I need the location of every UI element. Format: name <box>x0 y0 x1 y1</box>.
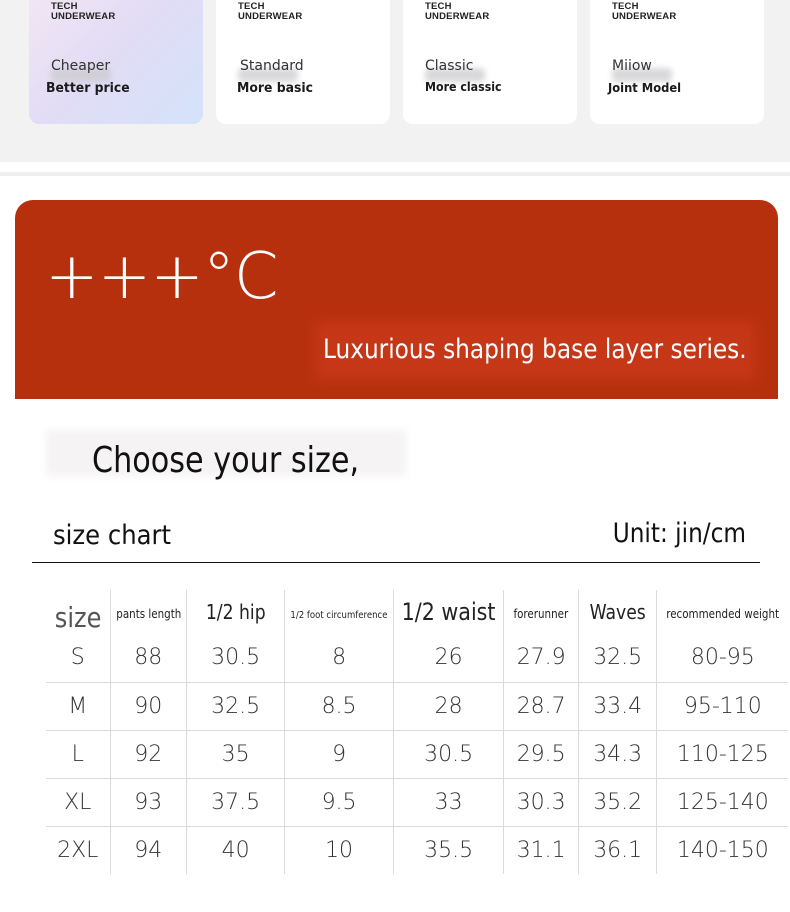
table-row <box>46 682 788 730</box>
table-row <box>46 730 788 778</box>
table-cell: 2XL <box>46 826 110 874</box>
table-cell: 8.5 <box>285 682 394 730</box>
table-cell: 30.3 <box>504 778 579 826</box>
card-name: Miiow <box>612 58 652 74</box>
table-row <box>46 778 788 826</box>
table-cell: 37.5 <box>187 778 285 826</box>
banner-tagline: Luxurious shaping base layer series. <box>323 334 747 365</box>
card-name: Standard <box>240 58 304 74</box>
table-cell: 35.2 <box>579 778 657 826</box>
table-cell: 93 <box>110 778 187 826</box>
table-cell: 10 <box>285 826 394 874</box>
table-cell: 30.5 <box>394 730 504 778</box>
table-cell: 88 <box>110 634 187 682</box>
card-subtitle: Better price <box>46 80 130 96</box>
table-cell: 95-110 <box>657 682 789 730</box>
table-cell: 8 <box>285 634 394 682</box>
table-cell: 26 <box>394 634 504 682</box>
column-header: size <box>46 590 110 634</box>
table-cell: M <box>46 682 110 730</box>
product-card-standard[interactable] <box>216 0 390 124</box>
column-header: 1/2 hip <box>187 590 285 634</box>
card-brand: TECH UNDERWEAR <box>51 1 116 22</box>
table-cell: 9 <box>285 730 394 778</box>
table-cell: 9.5 <box>285 778 394 826</box>
product-card-miiow[interactable] <box>590 0 764 124</box>
table-header-row <box>46 590 788 634</box>
column-header: pants length <box>110 590 187 634</box>
table-cell: 28 <box>394 682 504 730</box>
table-cell: 125-140 <box>657 778 789 826</box>
table-cell: 33.4 <box>579 682 657 730</box>
table-cell: 32.5 <box>579 634 657 682</box>
table-cell: 110-125 <box>657 730 789 778</box>
table-cell: 32.5 <box>187 682 285 730</box>
column-header: Waves <box>579 590 657 634</box>
brand-logo: +++°C <box>45 240 278 314</box>
table-cell: 27.9 <box>504 634 579 682</box>
product-card-classic[interactable] <box>403 0 577 124</box>
section-divider <box>0 172 790 176</box>
unit-label: Unit: jin/cm <box>612 518 746 549</box>
size-table <box>46 590 788 874</box>
table-cell: 36.1 <box>579 826 657 874</box>
table-cell: 35 <box>187 730 285 778</box>
table-cell: S <box>46 634 110 682</box>
table-cell: XL <box>46 778 110 826</box>
table-cell: 34.3 <box>579 730 657 778</box>
card-name: Cheaper <box>51 58 111 74</box>
table-cell: L <box>46 730 110 778</box>
column-header: recommended weight <box>666 606 780 621</box>
divider-line <box>32 562 760 563</box>
product-card-cheaper[interactable] <box>29 0 203 124</box>
table-cell: 31.1 <box>504 826 579 874</box>
column-header: forerunner <box>504 590 579 634</box>
table-cell: 40 <box>187 826 285 874</box>
page-heading: Choose your size, <box>92 440 360 481</box>
table-cell: 90 <box>110 682 187 730</box>
size-chart-label: size chart <box>53 520 172 551</box>
product-comparison-strip <box>0 0 790 162</box>
card-brand: TECH UNDERWEAR <box>238 1 303 22</box>
table-cell: 94 <box>110 826 187 874</box>
table-row <box>46 634 788 682</box>
card-subtitle: More basic <box>237 80 314 96</box>
table-cell: 92 <box>110 730 187 778</box>
table-cell: 28.7 <box>504 682 579 730</box>
card-subtitle: Joint Model <box>608 80 682 95</box>
table-cell: 29.5 <box>504 730 579 778</box>
column-header: 1/2 foot circumference <box>285 590 394 634</box>
card-subtitle: More classic <box>425 80 502 94</box>
table-cell: 80-95 <box>690 645 755 671</box>
table-cell: 35.5 <box>394 826 504 874</box>
table-cell: 33 <box>394 778 504 826</box>
table-cell: 30.5 <box>187 634 285 682</box>
series-banner <box>15 200 778 399</box>
card-name: Classic <box>425 58 474 74</box>
card-brand: TECH UNDERWEAR <box>425 1 490 22</box>
table-row <box>46 826 788 874</box>
table-cell: 140-150 <box>657 826 789 874</box>
card-brand: TECH UNDERWEAR <box>612 1 677 22</box>
column-header: 1/2 waist <box>394 590 504 634</box>
